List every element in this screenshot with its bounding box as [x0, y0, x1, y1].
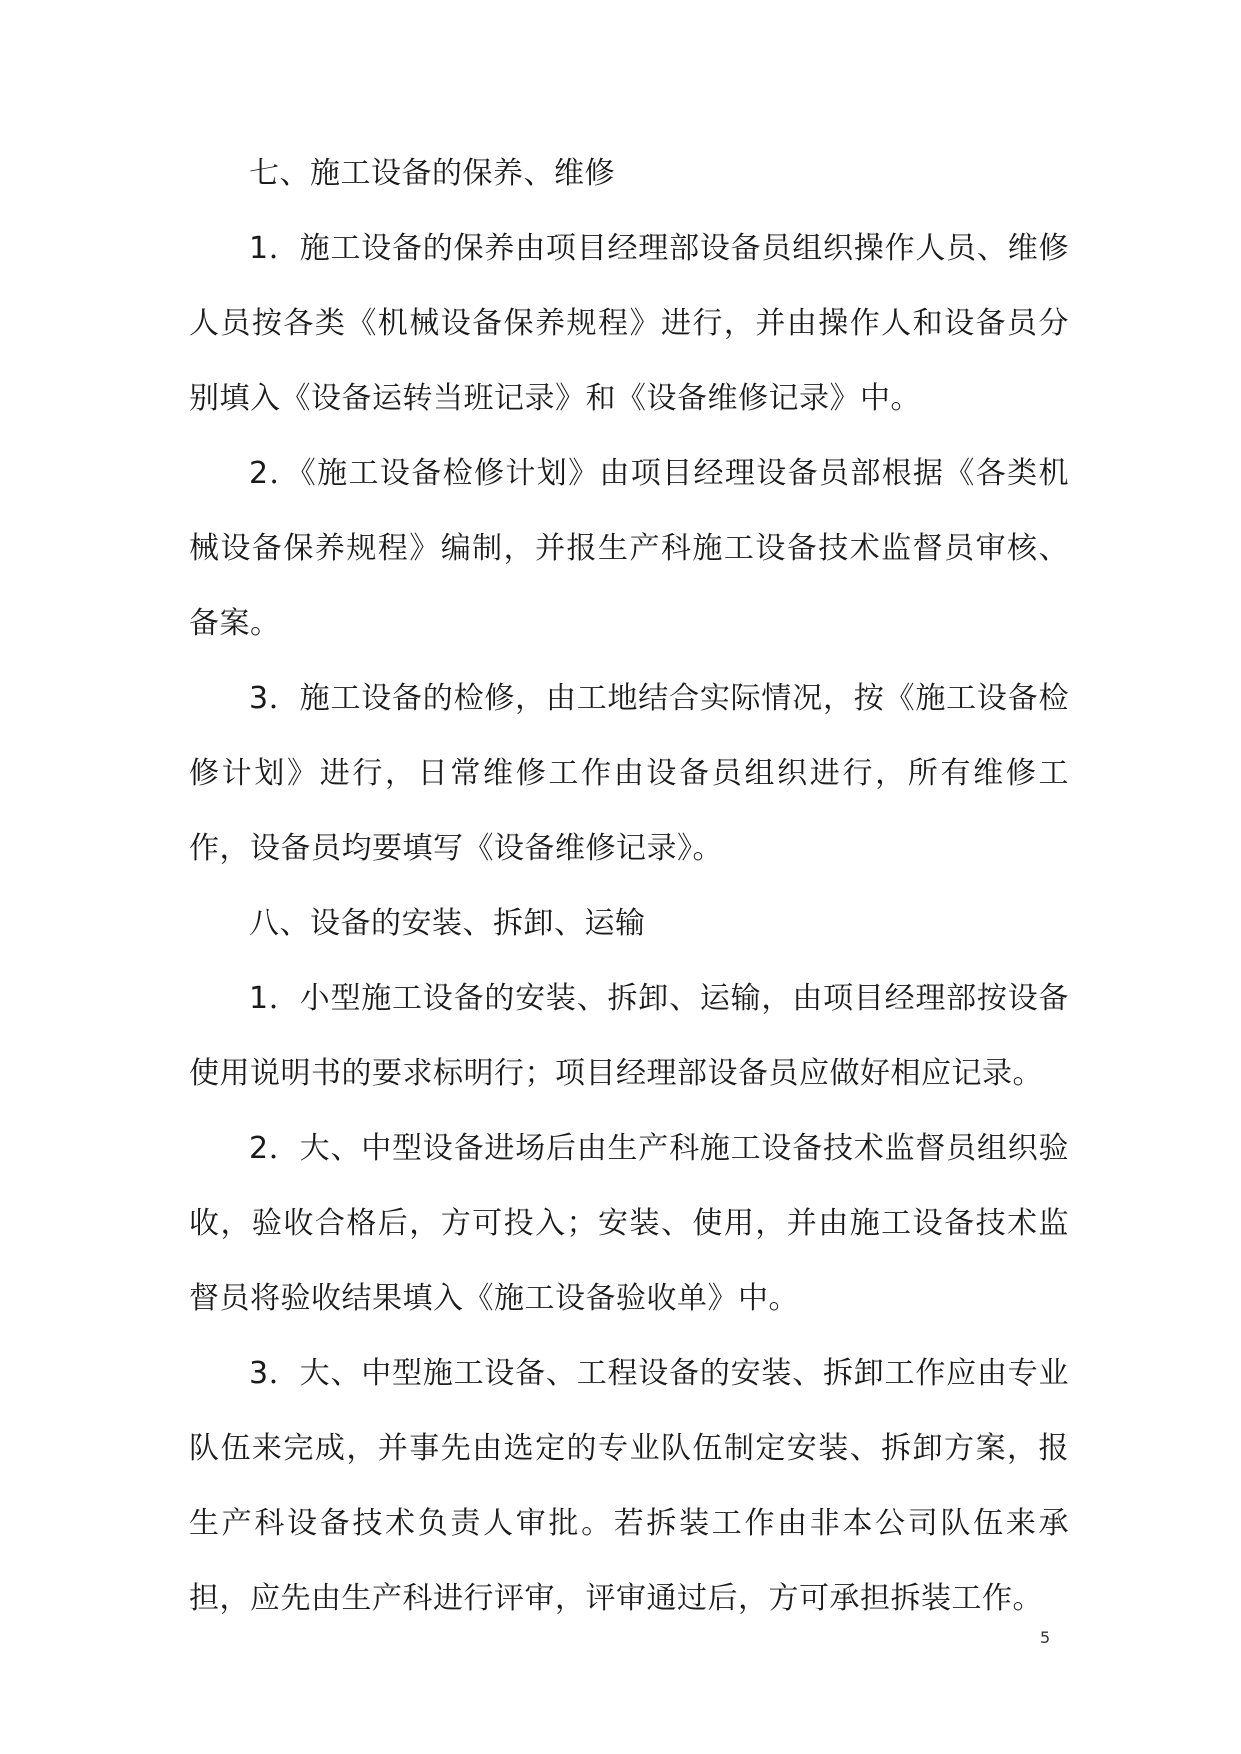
paragraph-8-2: 2．大、中型设备进场后由生产科施工设备技术监督员组织验收，验收合格后，方可投入；安装、使用，并由施工设备技术监督员将验收结果填入《施工设备验收单》中。	[189, 1131, 1069, 1316]
paragraph-7-1: 1．施工设备的保养由项目经理部设备员组织操作人员、维修人员按各类《机械设备保养规程》进行，并由操作人和设备员分别填入《设备运转当班记录》和《设备维修记录》中。	[189, 231, 1069, 416]
paragraph-8-3: 3．大、中型施工设备、工程设备的安装、拆卸工作应由专业队伍来完成，并事先由选定的专业队伍制定安装、拆卸方案，报生产科设备技术负责人审批。若拆装工作由非本公司队伍来承担，应先由生产科进行评审，评审通过后，方可承担拆装工作。	[189, 1356, 1069, 1616]
section-heading-7: 七、施工设备的保养、维修	[249, 156, 615, 191]
paragraph-7-3: 3．施工设备的检修，由工地结合实际情况，按《施工设备检修计划》进行，日常维修工作由设备员组织进行，所有维修工作，设备员均要填写《设备维修记录》。	[189, 681, 1069, 866]
page-content	[189, 136, 1069, 1636]
paragraph-7-2: 2．《施工设备检修计划》由项目经理设备员部根据《各类机械设备保养规程》编制，并报生产科施工设备技术监督员审核、备案。	[189, 456, 1069, 641]
paragraph-8-1: 1．小型施工设备的安装、拆卸、运输，由项目经理部按设备使用说明书的要求标明行；项目经理部设备员应做好相应记录。	[189, 981, 1069, 1091]
section-heading-8: 八、设备的安装、拆卸、运输	[249, 906, 646, 941]
page-number: 5	[1040, 1628, 1051, 1647]
